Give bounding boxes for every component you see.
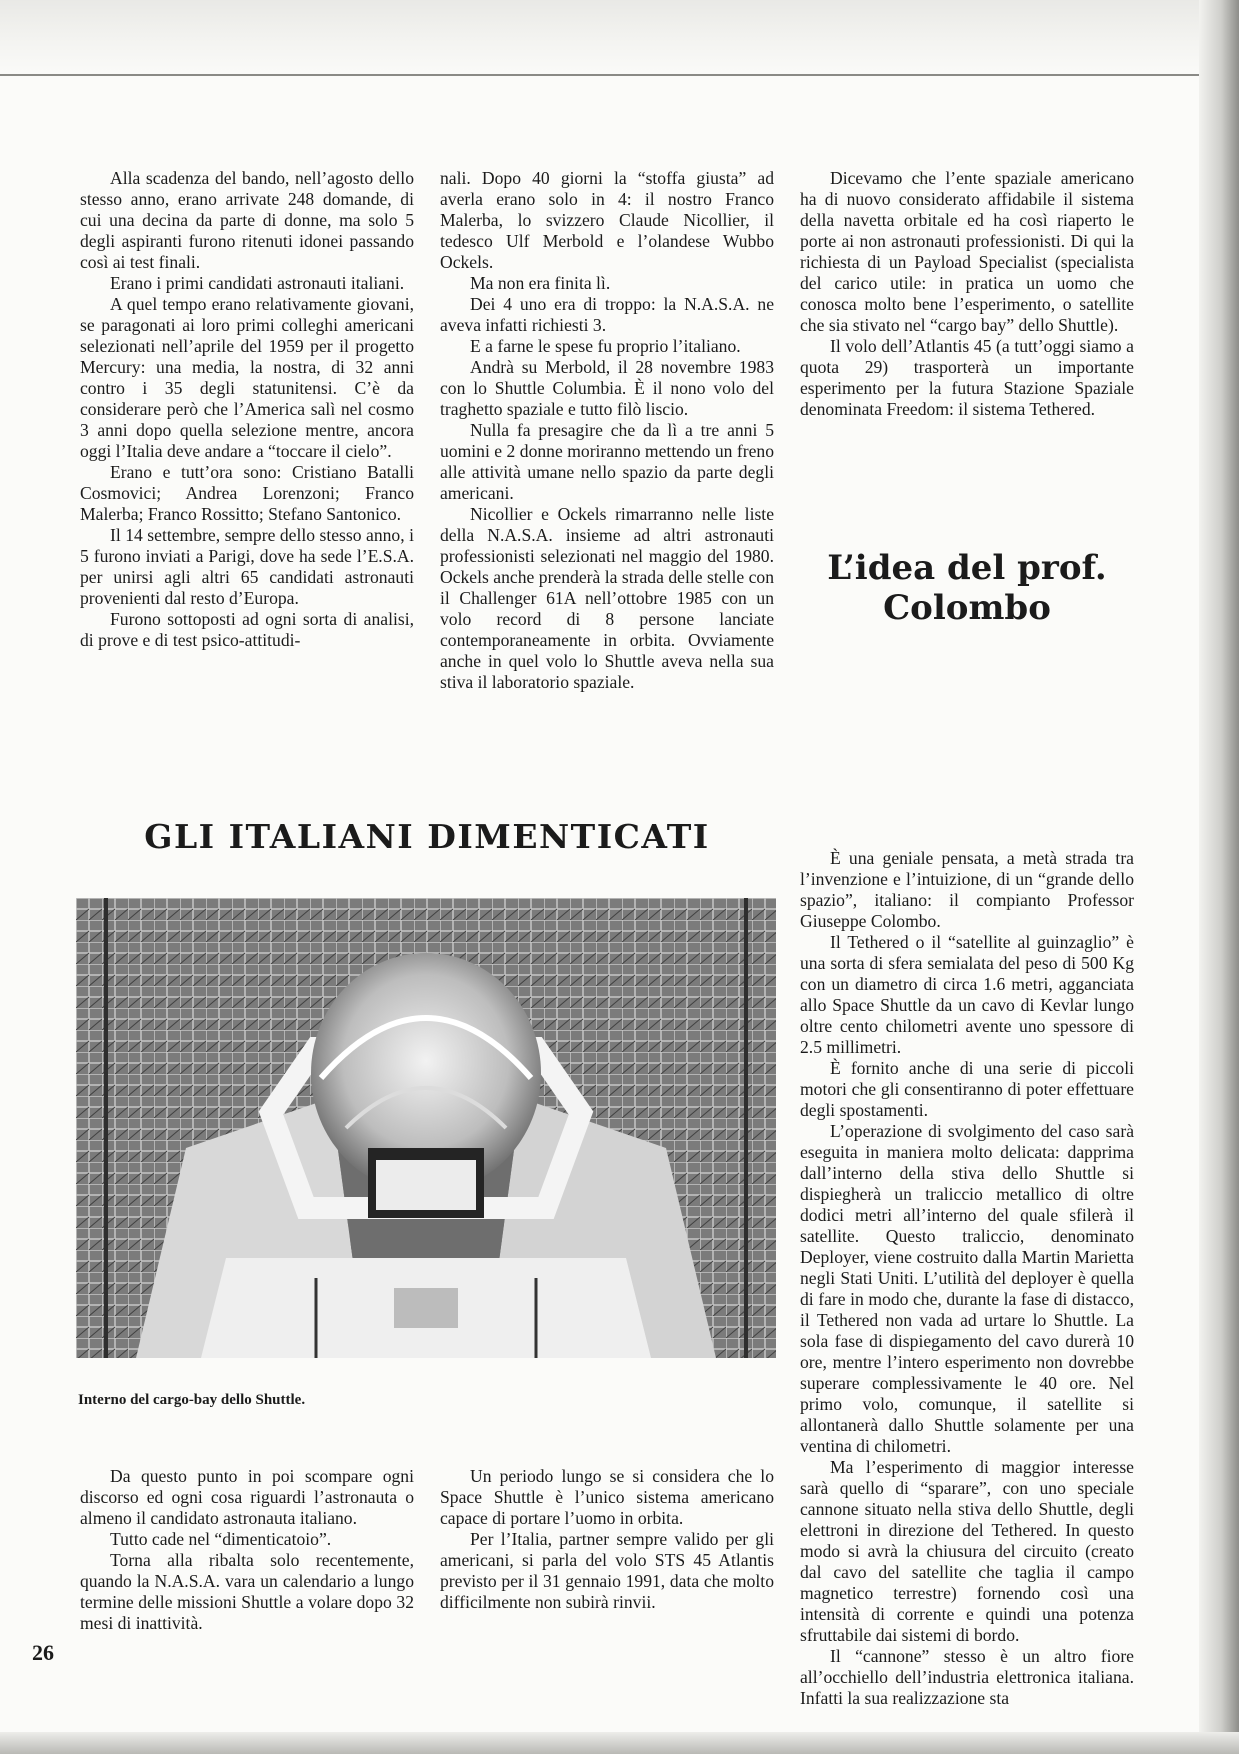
paragraph: nali. Dopo 40 giorni la “stoffa giusta” ad averla erano solo in 4: il nostro Franco Malerba, lo svizzero Claude Nicollier, il tedesco Ulf Merbold e l’olandese Wubbo Ockels. — [440, 168, 774, 272]
paragraph: Erano e tutt’ora sono: Cristiano Batalli Cosmovici; Andrea Lorenzoni; Franco Malerba; Franco Rossitto; Stefano Santonico. — [80, 462, 414, 524]
paragraph: L’operazione di svolgimento del caso sarà eseguita in maniera molto delicata: dapprima dall’interno della stiva dello Shuttle si dispiegherà un traliccio metallico di oltre dodici metri all’interno del quale sfilerà il satellite. Questo traliccio, denominato Deployer, viene costruito dalla Martin Marietta negli Stati Uniti. L’utilità del deployer è quella di fare in modo che, durante la fase di distacco, il Tethered non vada ad urtare lo Shuttle. La sola fase di dispiegamento del cavo durerà 10 ore, mentre l’intero esperimento non dovrebbe superare complessivamente le 40 ore. Nel primo volo, comunque, il satellite si allontanerà dallo Shuttle solamente per una ventina di chilometri. — [800, 1121, 1134, 1456]
paragraph: Torna alla ribalta solo recentemente, quando la N.A.S.A. vara un calendario a lungo termine delle missioni Shuttle a volare dopo 32 mesi di inattività. — [80, 1550, 414, 1633]
paragraph: Nulla fa presagire che da lì a tre anni 5 uomini e 2 donne moriranno mettendo un freno alle attività umane nello spazio da parte degli americani. — [440, 420, 774, 503]
page-number: 26 — [32, 1640, 54, 1665]
text-column-3-bottom — [800, 848, 1134, 1709]
cargo-bay-photo — [76, 898, 776, 1358]
paragraph: Da questo punto in poi scompare ogni discorso ed ogni cosa riguardi l’astronauta o almeno il candidato astronauta italiano. — [80, 1466, 414, 1528]
text-column-bottom-1 — [80, 1466, 414, 1634]
paragraph: A quel tempo erano relativamente giovani, se paragonati ai loro primi colleghi americani selezionati nell’aprile del 1959 per il progetto Mercury: una media, la nostra, di 32 anni contro i 35 degli statunitensi. C’è da considerare però che l’America salì nel cosmo 3 anni dopo quella selezione mentre, ancora oggi l’Italia deve andare a “toccare il cielo”. — [80, 294, 414, 461]
paragraph: Il “cannone” stesso è un altro fiore all’occhiello dell’industria elettronica italiana. Infatti la sua realizzazione sta — [800, 1646, 1134, 1708]
text-column-3-top — [800, 168, 1134, 420]
paragraph: Un periodo lungo se si considera che lo Space Shuttle è l’unico sistema americano capace di portare l’uomo in orbita. — [440, 1466, 774, 1528]
paragraph: Furono sottoposti ad ogni sorta di analisi, di prove e di test psico-attitudi- — [80, 609, 414, 650]
paragraph: Dei 4 uno era di troppo: la N.A.S.A. ne aveva infatti richiesti 3. — [440, 294, 774, 335]
paragraph: Nicollier e Ockels rimarranno nelle liste della N.A.S.A. insieme ad altri astronauti professionisti selezionati nel maggio del 1980. Ockels anche prenderà la strada delle stelle con il Challenger 61A nell’ottobre 1985 con un volo record di 8 persone lanciate contemporaneamente in orbita. Ovviamente anche in quel volo lo Shuttle aveva nella sua stiva il laboratorio spaziale. — [440, 504, 774, 692]
paragraph: Il Tethered o il “satellite al guinzaglio” è una sorta di sfera semialata del peso di 500 Kg con un diametro di circa 1.6 metri, agganciata allo Space Shuttle da un cavo di Kevlar lungo oltre cento chilometri avente uno spessore di 2.5 millimetri. — [800, 932, 1134, 1057]
scan-top-edge — [0, 0, 1239, 78]
photo-caption: Interno del cargo-bay dello Shuttle. — [78, 1392, 306, 1408]
text-column-1 — [80, 168, 414, 651]
paragraph: È fornito anche di una serie di piccoli motori che gli consentiranno di poter effettuare degli spostamenti. — [800, 1058, 1134, 1120]
paragraph: Tutto cade nel “dimenticatoio”. — [110, 1529, 332, 1549]
paragraph: Andrà su Merbold, il 28 novembre 1983 con lo Shuttle Columbia. È il nono volo del traghetto spaziale e tutto filò liscio. — [440, 357, 774, 419]
paragraph: Dicevamo che l’ente spaziale americano ha di nuovo considerato affidabile il sistema della navetta orbitale ed ha così riaperto le porte ai non astronauti professionisti. Di qui la richiesta di un Payload Specialist (specialista del carico utile: in pratica un uomo che conosca molto bene l’esperimento, o satellite che sia stivato nel “cargo bay” dello Shuttle). — [800, 168, 1134, 335]
paragraph: Alla scadenza del bando, nell’agosto dello stesso anno, erano arrivate 248 domande, di cui una decina da parte di donne, ma solo 5 degli aspiranti furono ritenuti idonei passando così ai test finali. — [80, 168, 414, 272]
paragraph: È una geniale pensata, a metà strada tra l’invenzione e l’intuizione, di un “grande dello spazio”, italiano: il compianto Professor Giuseppe Colombo. — [800, 848, 1134, 931]
paragraph: E a farne le spese fu proprio l’italiano. — [470, 336, 741, 356]
text-column-bottom-2 — [440, 1466, 774, 1613]
paragraph: Ma non era finita lì. — [470, 273, 611, 293]
paragraph: Erano i primi candidati astronauti italiani. — [110, 273, 405, 293]
paragraph: Il volo dell’Atlantis 45 (a tutt’oggi siamo a quota 29) trasporterà un importante esperimento per la futura Stazione Spaziale denominata Freedom: il sistema Tethered. — [800, 336, 1134, 419]
paragraph: Ma l’esperimento di maggior interesse sarà quello di “sparare”, con uno speciale cannone situato nella stiva dello Shuttle, degli elettroni in direzione del Tethered. In questo modo si avrà la chiusura del circuito (creato dal cavo del satellite che taglia il campo magnetico terrestre) fornendo così una intensità di corrente e quindi una potenza sfruttabile dai sistemi di bordo. — [800, 1457, 1134, 1645]
article-title: GLI ITALIANI DIMENTICATI — [144, 817, 710, 856]
section-heading: L’idea del prof. Colombo — [827, 548, 1107, 628]
paragraph: Per l’Italia, partner sempre valido per gli americani, si parla del volo STS 45 Atlantis previsto per il 31 gennaio 1991, data che molto difficilmente non subirà rinvii. — [440, 1529, 774, 1612]
scan-right-edge — [1199, 0, 1239, 1754]
text-column-2 — [440, 168, 774, 693]
paragraph: Il 14 settembre, sempre dello stesso anno, i 5 furono inviati a Parigi, dove ha sede l’E.S.A. per unirsi agli altri 65 candidati astronauti provenienti dal resto d’Europa. — [80, 525, 414, 608]
scan-bottom-edge — [0, 1732, 1239, 1754]
